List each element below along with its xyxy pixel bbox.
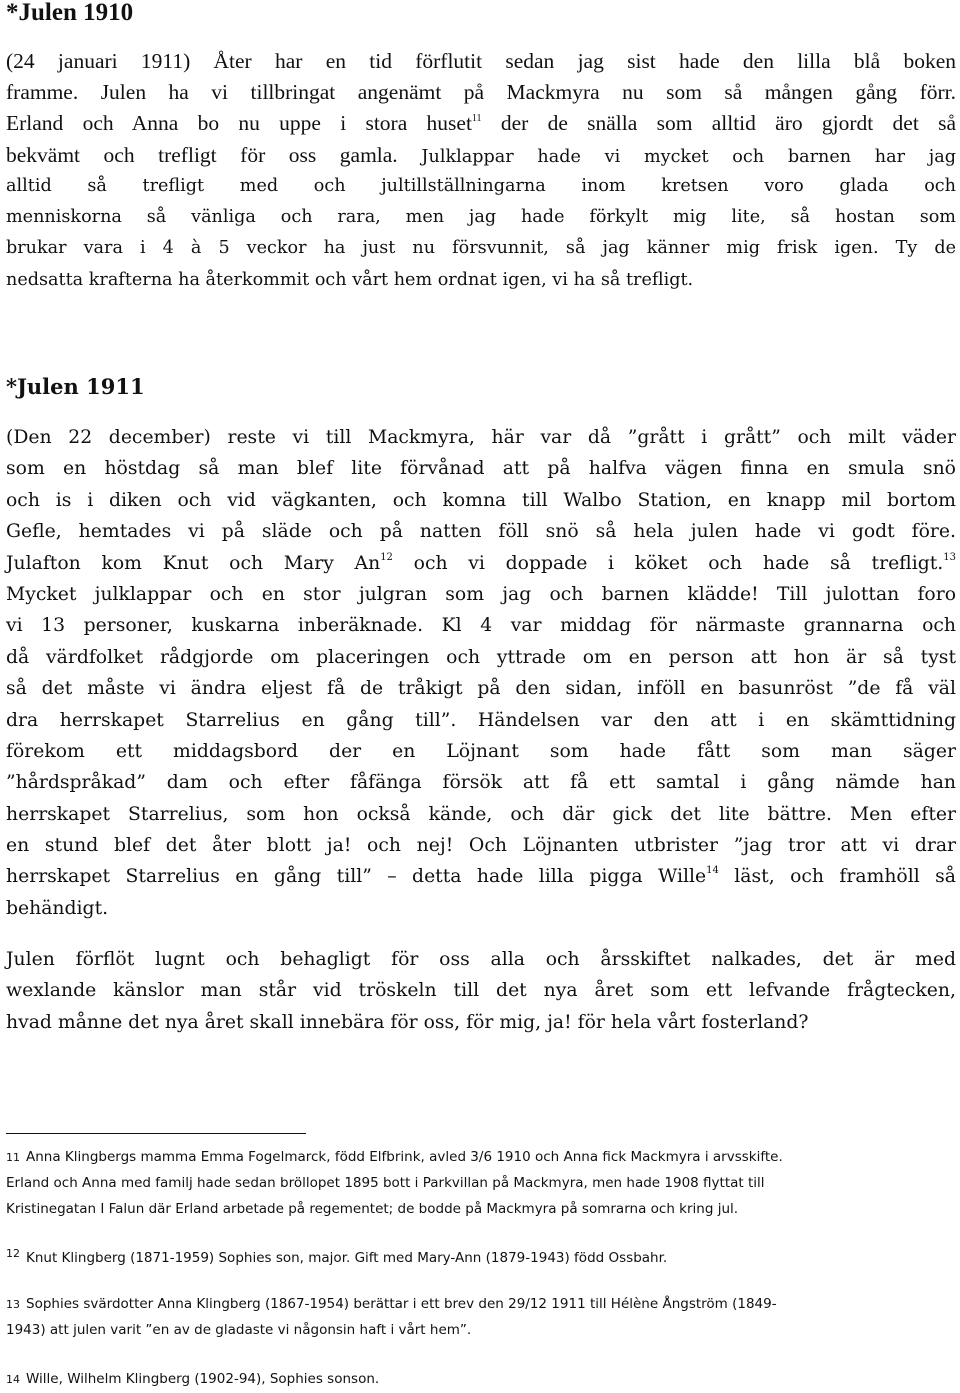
footnote-ref-13: 13: [943, 551, 956, 563]
footnote-text: Sophies svärdotter Anna Klingberg (1867-1954) berättar i ett brev den 29/12 1911 till Hélène Ångström (1849-: [26, 1296, 777, 1312]
footnote-14: [6, 1366, 956, 1392]
footnote-line: Kristinegatan I Falun där Erland arbetade på regementet; de bodde på Mackmyra på somrarna och kring jul.: [6, 1201, 739, 1217]
paragraph-1911: [6, 422, 956, 924]
text-segment: herrskapet Starrelius en gång till” – detta hade lilla pigga Wille: [6, 866, 707, 888]
footnote-text: Knut Klingberg (1871-1959) Sophies son, major. Gift med Mary-Ann (1879-1943) född Ossbahr.: [26, 1250, 668, 1266]
footnote-ref-11: 11: [471, 113, 482, 125]
footnote-ref-14: 14: [706, 865, 719, 877]
text-line: så det måste vi ändra eljest få de tråkigt på den sidan, inföll en basunröst ”de få väl: [6, 678, 956, 700]
text-line: herrskapet Starrelius, som hon också kände, och där gick det lite bättre. Men efter: [6, 803, 956, 825]
footnote-text: Anna Klingbergs mamma Emma Fogelmarck, född Elfbrink, avled 3/6 1910 och Anna fick Mackmyra i arvsskifte.: [26, 1149, 783, 1165]
text-segment: Julklappar hade vi mycket och barnen har jag: [397, 146, 956, 167]
text-line: Mycket julklappar och en stor julgran som jag och barnen klädde! Till julottan foro: [6, 583, 956, 605]
text-segment: bekvämt och trefligt för oss gamla.: [6, 142, 398, 167]
text-segment: der de snälla som alltid äro gjordt det så: [481, 111, 956, 136]
footnote-line: [6, 1291, 956, 1317]
text-line: (Den 22 december) reste vi till Mackmyra, här var då ”grått i grått” och milt väder: [6, 427, 956, 448]
footnote-line: [6, 1241, 956, 1267]
text-line: dra herrskapet Starrelius en gång till”. Händelsen var den att i en skämttidning: [6, 709, 956, 731]
text-line: alltid så trefligt med och jultillställningarna inom kretsen voro glada och: [6, 176, 956, 196]
heading-julen-1911: *Julen 1911: [6, 374, 145, 399]
footnote-11: [6, 1144, 956, 1222]
text-line: förekom ett middagsbord der en Löjnant som hade fått som man säger: [6, 740, 956, 762]
text-line: då värdfolket rådgjorde om placeringen och yttrade om en person att hon är så tyst: [6, 646, 956, 668]
footnote-line: 1943) att julen varit ”en av de gladaste vi någonsin haft i vårt hem”.: [6, 1322, 472, 1338]
text-segment: Julafton kom Knut och Mary An: [6, 552, 381, 574]
text-line: [6, 108, 956, 139]
text-segment: Erland och Anna bo nu uppe i stora huset: [6, 111, 472, 136]
text-line: som en höstdag så man blef lite förvånad att på halfva vägen finna en smula snö: [6, 458, 956, 480]
text-line: brukar vara i 4 à 5 veckor ha just nu försvunnit, så jag känner mig frisk igen. Ty de: [6, 238, 956, 259]
paragraph-1910-intro: [6, 46, 956, 171]
footnote-ref-12: 12: [380, 551, 393, 563]
footnote-line: Erland och Anna med familj hade sedan bröllopet 1895 bott i Parkvillan på Mackmyra, men hade 1908 flyttat till: [6, 1175, 765, 1191]
text-line: wexlande känslor man står vid tröskeln till det nya året som ett lefvande frågtecken,: [6, 980, 956, 1002]
paragraph-1910-body: [6, 171, 956, 296]
text-line: vi 13 personer, kuskarna inberäknade. Kl 4 var middag för närmaste grannarna och: [6, 615, 956, 637]
footnote-number: 12: [6, 1247, 20, 1260]
footnote-13: [6, 1291, 956, 1343]
footnote-line: [6, 1366, 956, 1392]
text-line: framme. Julen ha vi tillbringat angenämt på Mackmyra nu som så mången gång förr.: [6, 80, 956, 105]
text-line: nedsatta krafterna ha återkommit och vårt hem ordnat igen, vi ha så trefligt.: [6, 269, 694, 290]
text-line: menniskorna så vänliga och rara, men jag hade förkylt mig lite, så hostan som: [6, 207, 956, 228]
footnote-number: 11: [6, 1151, 20, 1164]
text-line: behändigt.: [6, 897, 109, 919]
footnote-line: [6, 1144, 956, 1170]
footnote-number: 14: [6, 1373, 20, 1386]
text-line: [6, 140, 956, 171]
heading-julen-1910: *Julen 1910: [6, 0, 134, 26]
text-line: [6, 548, 956, 579]
footnote-number: 13: [6, 1298, 20, 1311]
text-line: (24 januari 1911) Åter har en tid förflutit sedan jag sist hade den lilla blå boken: [6, 49, 956, 73]
text-line: hvad månne det nya året skall innebära för oss, för mig, ja! för hela vårt fosterland?: [6, 1011, 809, 1033]
text-segment: och vi doppade i köket och hade så trefligt.: [392, 552, 944, 574]
text-line: [6, 861, 956, 892]
text-line: ”hårdspråkad” dam och efter fåfänga försök att få ett samtal i gång nämde han: [6, 772, 956, 794]
text-line: Julen förflöt lugnt och behagligt för oss alla och årsskiftet nalkades, det är med: [6, 949, 956, 970]
footnote-text: Wille, Wilhelm Klingberg (1902-94), Sophies sonson.: [26, 1371, 380, 1387]
text-line: och is i diken och vid vägkanten, och komna till Walbo Station, en knapp mil bortom: [6, 489, 956, 511]
text-line: en stund blef det åter blott ja! och nej! Och Löjnanten utbrister ”jag tror att vi drar: [6, 835, 956, 857]
footnote-divider: [6, 1133, 306, 1134]
paragraph-closing: [6, 944, 956, 1038]
text-line: Gefle, hemtades vi på släde och på natten föll snö så hela julen hade vi godt före.: [6, 521, 956, 543]
text-segment: läst, och framhöll så: [718, 866, 956, 888]
footnote-12: [6, 1241, 956, 1267]
